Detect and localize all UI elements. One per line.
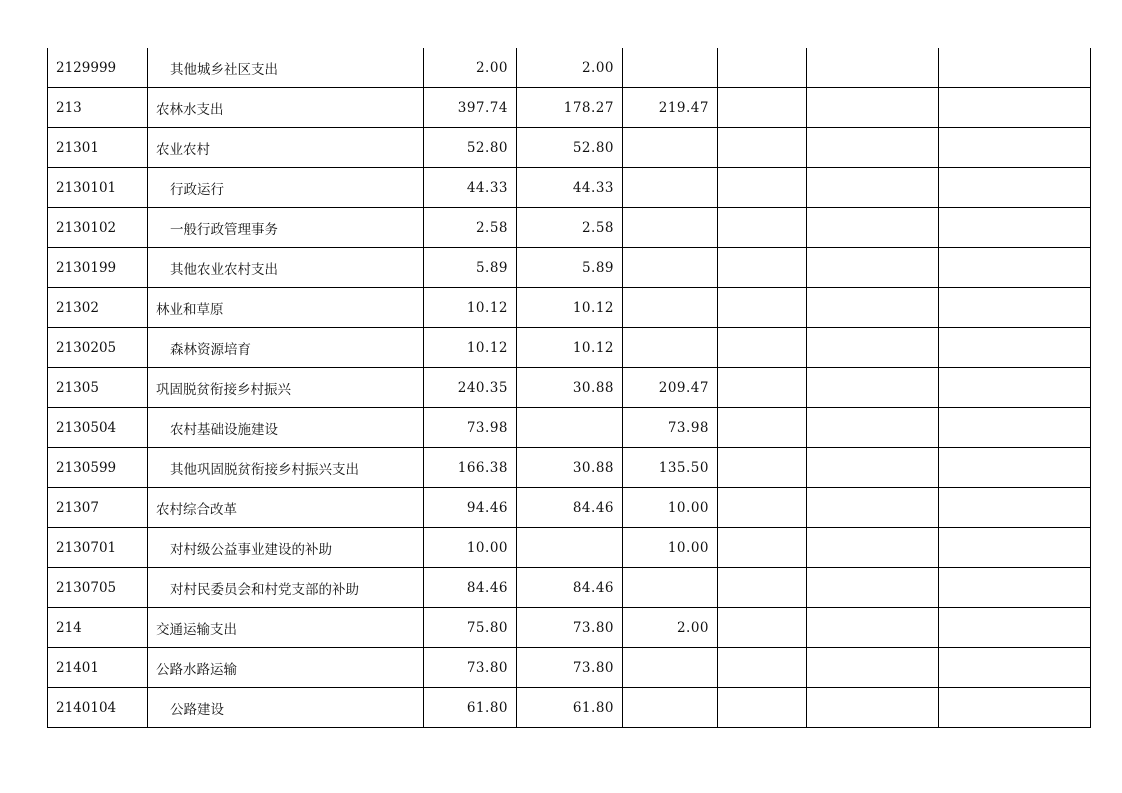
project-expenditure-cell: 10.00 bbox=[623, 488, 718, 528]
empty-cell bbox=[718, 648, 807, 688]
empty-cell bbox=[807, 408, 939, 448]
total-amount-cell: 10.12 bbox=[424, 288, 517, 328]
total-amount-cell: 73.98 bbox=[424, 408, 517, 448]
empty-cell bbox=[718, 568, 807, 608]
table-row bbox=[48, 208, 1091, 248]
project-expenditure-cell bbox=[623, 128, 718, 168]
basic-expenditure-cell: 2.58 bbox=[517, 208, 623, 248]
basic-expenditure-cell: 5.89 bbox=[517, 248, 623, 288]
empty-cell bbox=[807, 88, 939, 128]
subject-name-cell: 公路水路运输 bbox=[148, 648, 424, 688]
subject-name-cell: 其他城乡社区支出 bbox=[148, 48, 424, 88]
empty-cell bbox=[939, 608, 1091, 648]
subject-name-cell: 一般行政管理事务 bbox=[148, 208, 424, 248]
basic-expenditure-cell: 30.88 bbox=[517, 448, 623, 488]
table-row bbox=[48, 128, 1091, 168]
subject-name-cell: 林业和草原 bbox=[148, 288, 424, 328]
table-row bbox=[48, 528, 1091, 568]
project-expenditure-cell bbox=[623, 328, 718, 368]
empty-cell bbox=[939, 688, 1091, 728]
subject-code-cell: 2130504 bbox=[48, 408, 148, 448]
total-amount-cell: 61.80 bbox=[424, 688, 517, 728]
table-row bbox=[48, 288, 1091, 328]
empty-cell bbox=[939, 208, 1091, 248]
table-row bbox=[48, 448, 1091, 488]
table-row bbox=[48, 368, 1091, 408]
project-expenditure-cell bbox=[623, 208, 718, 248]
basic-expenditure-cell: 44.33 bbox=[517, 168, 623, 208]
total-amount-cell: 73.80 bbox=[424, 648, 517, 688]
basic-expenditure-cell: 2.00 bbox=[517, 48, 623, 88]
total-amount-cell: 397.74 bbox=[424, 88, 517, 128]
empty-cell bbox=[718, 368, 807, 408]
empty-cell bbox=[939, 448, 1091, 488]
subject-name-cell: 农村综合改革 bbox=[148, 488, 424, 528]
subject-code-cell: 2130102 bbox=[48, 208, 148, 248]
project-expenditure-cell bbox=[623, 568, 718, 608]
subject-code-cell: 2130701 bbox=[48, 528, 148, 568]
table-body bbox=[48, 48, 1091, 728]
empty-cell bbox=[718, 128, 807, 168]
basic-expenditure-cell: 10.12 bbox=[517, 288, 623, 328]
empty-cell bbox=[718, 328, 807, 368]
empty-cell bbox=[807, 448, 939, 488]
total-amount-cell: 10.12 bbox=[424, 328, 517, 368]
table-row bbox=[48, 568, 1091, 608]
empty-cell bbox=[718, 688, 807, 728]
project-expenditure-cell bbox=[623, 648, 718, 688]
table-row bbox=[48, 408, 1091, 448]
empty-cell bbox=[807, 328, 939, 368]
empty-cell bbox=[807, 248, 939, 288]
empty-cell bbox=[718, 248, 807, 288]
basic-expenditure-cell: 84.46 bbox=[517, 568, 623, 608]
subject-name-cell: 其他农业农村支出 bbox=[148, 248, 424, 288]
empty-cell bbox=[807, 568, 939, 608]
project-expenditure-cell: 10.00 bbox=[623, 528, 718, 568]
empty-cell bbox=[939, 648, 1091, 688]
total-amount-cell: 166.38 bbox=[424, 448, 517, 488]
subject-name-cell: 农业农村 bbox=[148, 128, 424, 168]
empty-cell bbox=[718, 408, 807, 448]
budget-expenditure-table bbox=[47, 48, 1091, 728]
project-expenditure-cell: 135.50 bbox=[623, 448, 718, 488]
total-amount-cell: 84.46 bbox=[424, 568, 517, 608]
basic-expenditure-cell bbox=[517, 528, 623, 568]
basic-expenditure-cell bbox=[517, 408, 623, 448]
empty-cell bbox=[939, 88, 1091, 128]
subject-code-cell: 2140104 bbox=[48, 688, 148, 728]
table-row bbox=[48, 688, 1091, 728]
project-expenditure-cell bbox=[623, 168, 718, 208]
empty-cell bbox=[939, 368, 1091, 408]
subject-code-cell: 213 bbox=[48, 88, 148, 128]
basic-expenditure-cell: 30.88 bbox=[517, 368, 623, 408]
basic-expenditure-cell: 73.80 bbox=[517, 608, 623, 648]
project-expenditure-cell bbox=[623, 688, 718, 728]
empty-cell bbox=[807, 208, 939, 248]
subject-name-cell: 行政运行 bbox=[148, 168, 424, 208]
basic-expenditure-cell: 52.80 bbox=[517, 128, 623, 168]
empty-cell bbox=[807, 128, 939, 168]
subject-code-cell: 214 bbox=[48, 608, 148, 648]
empty-cell bbox=[939, 568, 1091, 608]
empty-cell bbox=[807, 168, 939, 208]
subject-code-cell: 2129999 bbox=[48, 48, 148, 88]
empty-cell bbox=[718, 208, 807, 248]
project-expenditure-cell bbox=[623, 248, 718, 288]
empty-cell bbox=[939, 328, 1091, 368]
total-amount-cell: 94.46 bbox=[424, 488, 517, 528]
total-amount-cell: 240.35 bbox=[424, 368, 517, 408]
subject-code-cell: 21401 bbox=[48, 648, 148, 688]
subject-code-cell: 2130205 bbox=[48, 328, 148, 368]
empty-cell bbox=[807, 48, 939, 88]
basic-expenditure-cell: 61.80 bbox=[517, 688, 623, 728]
project-expenditure-cell: 2.00 bbox=[623, 608, 718, 648]
basic-expenditure-cell: 10.12 bbox=[517, 328, 623, 368]
empty-cell bbox=[718, 528, 807, 568]
empty-cell bbox=[718, 448, 807, 488]
subject-name-cell: 巩固脱贫衔接乡村振兴 bbox=[148, 368, 424, 408]
empty-cell bbox=[807, 488, 939, 528]
total-amount-cell: 52.80 bbox=[424, 128, 517, 168]
subject-name-cell: 交通运输支出 bbox=[148, 608, 424, 648]
table-row bbox=[48, 328, 1091, 368]
empty-cell bbox=[939, 48, 1091, 88]
empty-cell bbox=[807, 528, 939, 568]
total-amount-cell: 75.80 bbox=[424, 608, 517, 648]
project-expenditure-cell: 209.47 bbox=[623, 368, 718, 408]
total-amount-cell: 2.00 bbox=[424, 48, 517, 88]
project-expenditure-cell bbox=[623, 288, 718, 328]
subject-name-cell: 公路建设 bbox=[148, 688, 424, 728]
empty-cell bbox=[939, 128, 1091, 168]
project-expenditure-cell: 73.98 bbox=[623, 408, 718, 448]
total-amount-cell: 44.33 bbox=[424, 168, 517, 208]
subject-name-cell: 农林水支出 bbox=[148, 88, 424, 128]
table-row bbox=[48, 648, 1091, 688]
subject-name-cell: 农村基础设施建设 bbox=[148, 408, 424, 448]
basic-expenditure-cell: 84.46 bbox=[517, 488, 623, 528]
empty-cell bbox=[718, 168, 807, 208]
empty-cell bbox=[939, 248, 1091, 288]
empty-cell bbox=[939, 528, 1091, 568]
subject-name-cell: 对村民委员会和村党支部的补助 bbox=[148, 568, 424, 608]
empty-cell bbox=[807, 648, 939, 688]
total-amount-cell: 2.58 bbox=[424, 208, 517, 248]
empty-cell bbox=[807, 288, 939, 328]
total-amount-cell: 10.00 bbox=[424, 528, 517, 568]
subject-code-cell: 2130599 bbox=[48, 448, 148, 488]
empty-cell bbox=[939, 288, 1091, 328]
basic-expenditure-cell: 73.80 bbox=[517, 648, 623, 688]
subject-code-cell: 2130199 bbox=[48, 248, 148, 288]
subject-code-cell: 2130101 bbox=[48, 168, 148, 208]
table-row bbox=[48, 168, 1091, 208]
subject-code-cell: 21307 bbox=[48, 488, 148, 528]
subject-code-cell: 21301 bbox=[48, 128, 148, 168]
empty-cell bbox=[807, 688, 939, 728]
empty-cell bbox=[718, 88, 807, 128]
table-row bbox=[48, 248, 1091, 288]
project-expenditure-cell bbox=[623, 48, 718, 88]
empty-cell bbox=[718, 608, 807, 648]
subject-code-cell: 21302 bbox=[48, 288, 148, 328]
subject-name-cell: 其他巩固脱贫衔接乡村振兴支出 bbox=[148, 448, 424, 488]
empty-cell bbox=[807, 368, 939, 408]
table-row bbox=[48, 48, 1091, 88]
basic-expenditure-cell: 178.27 bbox=[517, 88, 623, 128]
subject-name-cell: 对村级公益事业建设的补助 bbox=[148, 528, 424, 568]
subject-name-cell: 森林资源培育 bbox=[148, 328, 424, 368]
empty-cell bbox=[939, 168, 1091, 208]
table-row bbox=[48, 88, 1091, 128]
empty-cell bbox=[718, 48, 807, 88]
empty-cell bbox=[939, 408, 1091, 448]
total-amount-cell: 5.89 bbox=[424, 248, 517, 288]
empty-cell bbox=[718, 488, 807, 528]
table-row bbox=[48, 488, 1091, 528]
subject-code-cell: 2130705 bbox=[48, 568, 148, 608]
empty-cell bbox=[718, 288, 807, 328]
empty-cell bbox=[939, 488, 1091, 528]
subject-code-cell: 21305 bbox=[48, 368, 148, 408]
table-row bbox=[48, 608, 1091, 648]
project-expenditure-cell: 219.47 bbox=[623, 88, 718, 128]
empty-cell bbox=[807, 608, 939, 648]
